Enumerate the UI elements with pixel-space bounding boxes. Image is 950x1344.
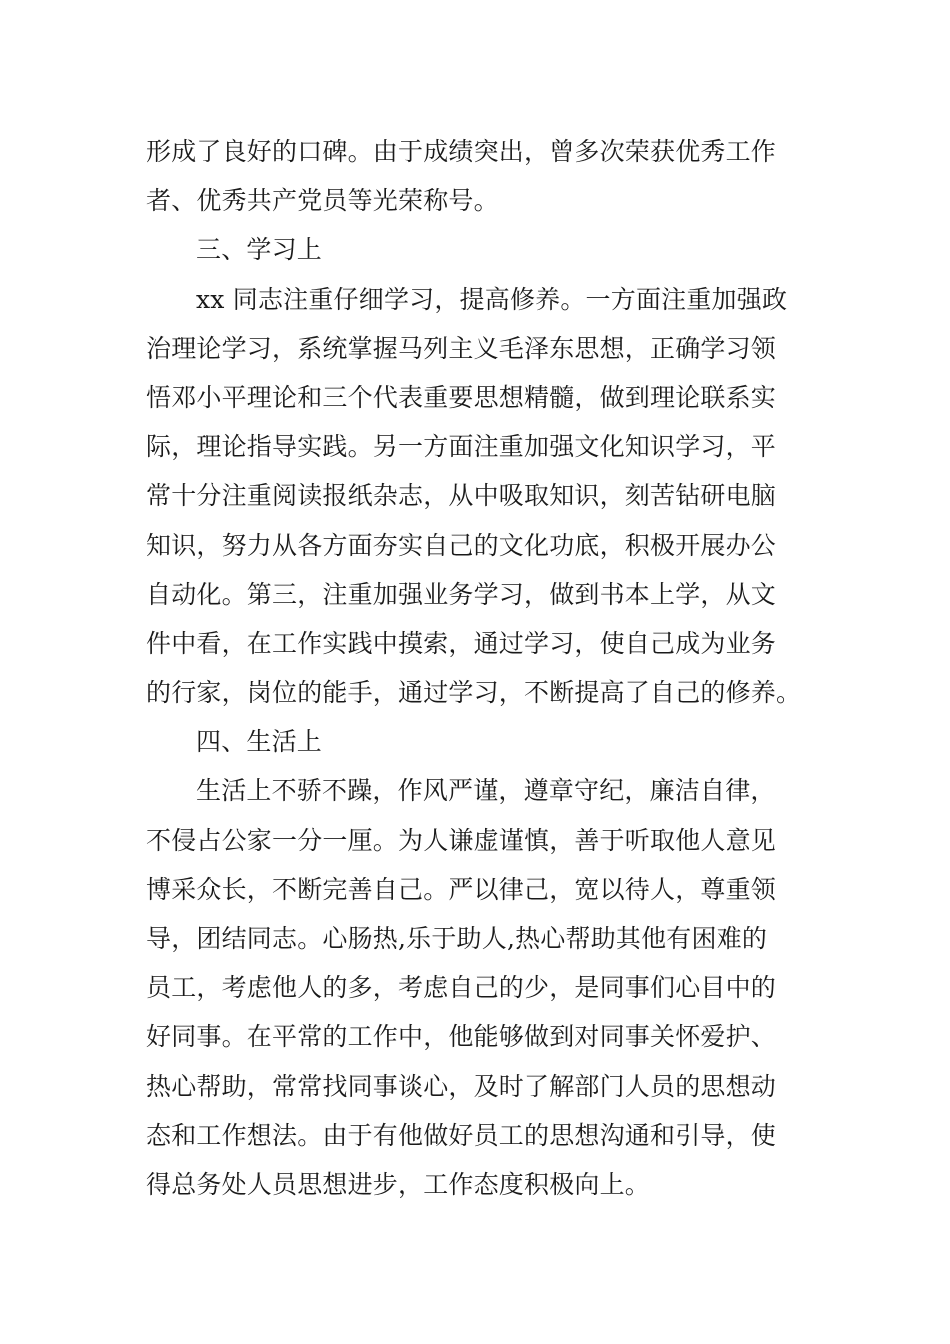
- text-line: 知识，努力从各方面夯实自己的文化功底，积极开展办公: [146, 530, 777, 560]
- text-line: 好同事。在平常的工作中，他能够做到对同事关怀爱护、: [146, 1022, 777, 1052]
- text-line: 形成了良好的口碑。由于成绩突出，曾多次荣获优秀工作: [146, 137, 777, 166]
- text-line: 态和工作想法。由于有他做好员工的思想沟通和引导，使: [146, 1120, 777, 1150]
- text-line: 自动化。第三，注重加强业务学习，做到书本上学，从文: [146, 579, 777, 609]
- document-body: [146, 127, 810, 1209]
- text-line: 治理论学习，系统掌握马列主义毛泽东思想，正确学习领: [146, 333, 777, 363]
- text-line: 得总务处人员思想进步，工作态度积极向上。: [146, 1169, 651, 1199]
- text-line: 件中看，在工作实践中摸索，通过学习，使自己成为业务: [146, 628, 777, 658]
- text-line: 导，团结同志。心肠热,乐于助人,热心帮助其他有困难的: [146, 924, 768, 953]
- text-line: 悟邓小平理论和三个代表重要思想精髓，做到理论联系实: [146, 382, 777, 412]
- text-line: 常十分注重阅读报纸杂志，从中吸取知识，刻苦钻研电脑: [146, 481, 777, 511]
- paragraph-start: xx 同志注重仔细学习，提高修养。一方面注重加强政: [196, 284, 788, 314]
- section-heading-life: 四、生活上: [196, 727, 323, 757]
- text-line: 际，理论指导实践。另一方面注重加强文化知识学习，平: [146, 432, 777, 462]
- text-line: 热心帮助，常常找同事谈心，及时了解部门人员的思想动: [146, 1071, 777, 1101]
- text-line: 员工，考虑他人的多，考虑自己的少，是同事们心目中的: [146, 973, 777, 1003]
- paragraph-start: 生活上不骄不躁，作风严谨，遵章守纪，廉洁自律，: [196, 776, 776, 806]
- text-line: 者、优秀共产党员等光荣称号。: [146, 186, 499, 216]
- text-line: 的行家，岗位的能手，通过学习，不断提高了自己的修养。: [146, 678, 802, 708]
- text-line: 不侵占公家一分一厘。为人谦虚谨慎，善于听取他人意见: [146, 825, 777, 855]
- section-heading-study: 三、学习上: [196, 235, 323, 265]
- text-line: 博采众长，不断完善自己。严以律己，宽以待人，尊重领: [146, 874, 777, 904]
